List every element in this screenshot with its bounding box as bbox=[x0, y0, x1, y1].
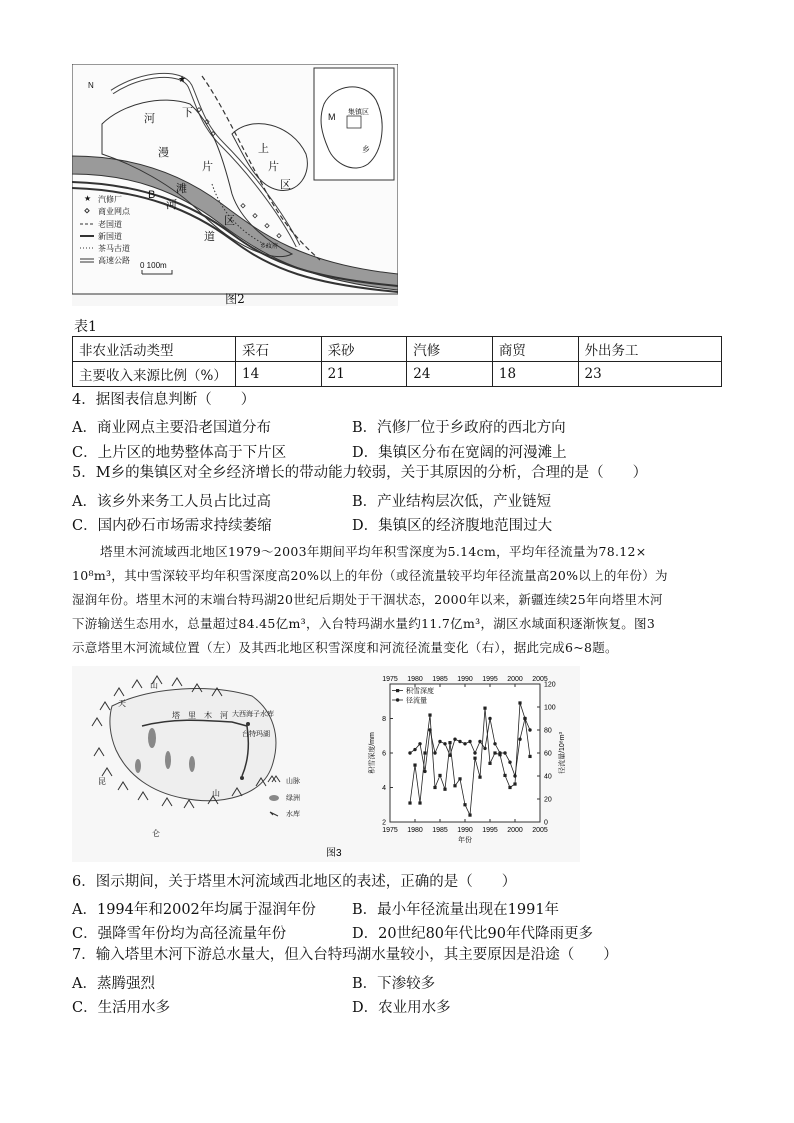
map-legend-mountain: 山脉 bbox=[286, 778, 300, 785]
passage bbox=[72, 540, 722, 660]
legend-car-repair: 汽修厂 bbox=[98, 195, 122, 204]
question-7-option-b: B．下渗较多 bbox=[352, 976, 436, 992]
question-4-option-a: A．商业网点主要沿老国道分布 bbox=[72, 420, 271, 436]
label-upper-1: 上 bbox=[258, 143, 269, 155]
label-road: 道 bbox=[204, 231, 215, 243]
x-tick-label-top: 2005 bbox=[532, 676, 548, 683]
snow-depth-point bbox=[448, 741, 451, 744]
y-tick-label: 8 bbox=[382, 716, 386, 723]
figure-2-map-drawing bbox=[72, 64, 398, 306]
figure-3-caption: 图3 bbox=[326, 848, 342, 859]
y2-tick-label: 60 bbox=[544, 750, 552, 758]
map-legend-reservoir: 水库 bbox=[286, 811, 300, 818]
table-header-cell: 非农业活动类型 bbox=[73, 337, 236, 362]
runoff-point bbox=[528, 728, 531, 731]
runoff-point bbox=[468, 740, 471, 743]
snow-depth-point bbox=[463, 803, 466, 806]
snow-depth-point bbox=[418, 801, 421, 804]
table-cell: 23 bbox=[578, 362, 722, 387]
question-7-option-d: D．农业用水多 bbox=[352, 1000, 451, 1016]
question-6-option-c: C．强降雪年份均为高径流量年份 bbox=[72, 926, 287, 942]
runoff-point bbox=[438, 740, 441, 743]
snow-depth-point bbox=[503, 774, 506, 777]
runoff-point bbox=[523, 717, 526, 720]
label-lower-1: 下 bbox=[182, 107, 193, 119]
map-label-tian: 天 bbox=[118, 699, 126, 708]
legend-snow-label: 积雪深度 bbox=[406, 688, 434, 695]
map-label-tarim-river: 塔 里 木 河 bbox=[172, 711, 228, 720]
passage-line: 湿润年份。塔里木河的末端台特玛湖20世纪后期处于干涸状态，2000年以来，新疆连续25年向塔里木河 bbox=[72, 592, 663, 607]
table-header-cell: 商贸 bbox=[492, 337, 578, 362]
snow-runoff-chart bbox=[367, 676, 566, 844]
snow-depth-point bbox=[483, 707, 486, 710]
map-label-kun: 昆 bbox=[98, 777, 106, 786]
map-label-daxihaizi-reservoir: 大西海子水库 bbox=[232, 711, 274, 718]
runoff-point bbox=[418, 742, 421, 745]
legend-tea-horse-road: 茶马古道 bbox=[98, 244, 130, 253]
label-upper-3: 区 bbox=[280, 179, 291, 191]
inset-label-xiang: 乡 bbox=[362, 145, 370, 154]
y2-tick-label: 120 bbox=[544, 681, 556, 689]
x-tick-label: 2005 bbox=[532, 827, 548, 834]
label-township-gov: 乡政府 bbox=[260, 244, 279, 250]
map-legend-oasis: 绿洲 bbox=[286, 795, 300, 802]
legend-runoff-label: 径流量 bbox=[406, 697, 427, 705]
y2-axis-label: 径流量/10⁸m³ bbox=[559, 732, 566, 774]
passage-line: 下游输送生态用水，总量超过84.45亿m³，入台特玛湖水量约11.7亿m³，湖区水域面积逐渐恢复。图3 bbox=[72, 616, 656, 631]
y2-tick-label: 0 bbox=[544, 819, 548, 827]
x-tick-label: 1985 bbox=[432, 827, 448, 834]
x-tick-label-top: 1995 bbox=[482, 676, 498, 683]
figure-3-drawing bbox=[72, 666, 580, 862]
passage-line: 示意塔里木河流域位置（左）及其西北地区积雪深度和河流径流量变化（右），据此完成6~8题。 bbox=[72, 640, 618, 655]
runoff-point bbox=[423, 770, 426, 773]
runoff-point bbox=[483, 747, 486, 750]
label-floodplain-1: 漫 bbox=[158, 147, 169, 159]
snow-depth-point bbox=[518, 701, 521, 704]
y-tick-label: 4 bbox=[382, 785, 386, 792]
table-header-cell: 采石 bbox=[236, 337, 322, 362]
label-lower-2: 片 bbox=[202, 161, 213, 173]
runoff-point bbox=[498, 751, 501, 754]
snow-depth-point bbox=[438, 774, 441, 777]
runoff-point bbox=[408, 751, 411, 754]
table-cell: 24 bbox=[407, 362, 493, 387]
svg-text:★: ★ bbox=[178, 75, 187, 85]
map-label-shan-2: 山 bbox=[212, 789, 220, 798]
table-header-cell: 汽修 bbox=[407, 337, 493, 362]
x-tick-label: 1980 bbox=[407, 827, 423, 834]
runoff-point bbox=[493, 742, 496, 745]
label-river-2: 河 bbox=[166, 199, 177, 211]
runoff-point bbox=[508, 761, 511, 764]
question-6-stem: 6．图示期间，关于塔里木河流域西北地区的表述，正确的是（ ） bbox=[72, 874, 517, 890]
svg-text:★: ★ bbox=[84, 194, 92, 203]
table-cell: 18 bbox=[492, 362, 578, 387]
runoff-point bbox=[473, 751, 476, 754]
snow-depth-point bbox=[513, 782, 516, 785]
x-tick-label-top: 2000 bbox=[507, 676, 523, 683]
snow-depth-point bbox=[508, 786, 511, 789]
question-7-stem: 7．输入塔里木河下游总水量大，但入台特玛湖水量较小，其主要原因是沿途（ ） bbox=[72, 947, 618, 963]
question-5-option-b: B．产业结构层次低，产业链短 bbox=[352, 494, 552, 510]
figure-2-map bbox=[72, 64, 398, 306]
inset-label-town: 集镇区 bbox=[348, 109, 369, 116]
x-tick-label: 1975 bbox=[382, 827, 398, 834]
table-row bbox=[73, 362, 722, 387]
snow-depth-point bbox=[458, 777, 461, 780]
y2-tick-label: 100 bbox=[544, 704, 556, 712]
x-tick-label: 2000 bbox=[507, 827, 523, 834]
passage-line: 10⁸m³，其中雪深较平均年积雪深度高20%以上的年份（或径流量较平均年径流量高20%以上的年份）为 bbox=[72, 568, 668, 583]
label-floodplain-2: 滩 bbox=[176, 183, 187, 195]
map-label-taitema-lake: 台特玛湖 bbox=[242, 731, 270, 738]
legend-old-road: 老国道 bbox=[98, 220, 122, 229]
legend-highway: 高速公路 bbox=[98, 256, 130, 265]
runoff-point bbox=[518, 738, 521, 741]
y-axis-label: 积雪深度/mm bbox=[369, 732, 376, 774]
snow-depth-point bbox=[453, 784, 456, 787]
x-tick-label: 1990 bbox=[457, 827, 473, 834]
runoff-point bbox=[488, 717, 491, 720]
snow-depth-point bbox=[493, 751, 496, 754]
table-cell: 主要收入来源比例（%） bbox=[73, 362, 236, 387]
y-tick-label: 2 bbox=[382, 819, 386, 827]
label-b: B bbox=[148, 189, 156, 201]
snow-depth-point bbox=[478, 776, 481, 779]
inset-label-m: M bbox=[328, 112, 336, 122]
snow-depth-point bbox=[433, 786, 436, 789]
snow-depth-point bbox=[428, 713, 431, 716]
snow-depth-point bbox=[413, 763, 416, 766]
runoff-point bbox=[428, 728, 431, 731]
legend-commercial: 商业网点 bbox=[98, 207, 130, 216]
y2-tick-label: 80 bbox=[544, 727, 552, 735]
question-4-stem: 4．据图表信息判断（ ） bbox=[72, 392, 256, 408]
x-tick-label-top: 1980 bbox=[407, 676, 423, 683]
table-header-row bbox=[73, 337, 722, 362]
x-tick-label-top: 1975 bbox=[382, 676, 398, 683]
x-tick-label-top: 1985 bbox=[432, 676, 448, 683]
tarim-basin-map bbox=[92, 676, 300, 838]
question-5-option-a: A．该乡外来务工人员占比过高 bbox=[72, 494, 271, 510]
runoff-point bbox=[413, 748, 416, 751]
snow-depth-point bbox=[528, 755, 531, 758]
table-cell: 21 bbox=[321, 362, 407, 387]
question-7-option-a: A．蒸腾强烈 bbox=[72, 976, 155, 992]
question-5-stem: 5．M乡的集镇区对全乡经济增长的带动能力较弱，关于其原因的分析，合理的是（ ） bbox=[72, 465, 648, 481]
question-6-option-d: D．20世纪80年代比90年代降雨更多 bbox=[352, 926, 593, 942]
map-label-shan: 山 bbox=[150, 681, 158, 690]
runoff-point bbox=[458, 740, 461, 743]
figure-3 bbox=[72, 666, 580, 862]
runoff-point bbox=[453, 738, 456, 741]
map-label-lun: 仑 bbox=[152, 829, 160, 838]
question-5-option-d: D．集镇区的经济腹地范围过大 bbox=[352, 518, 553, 534]
snow-depth-point bbox=[423, 751, 426, 754]
runoff-point bbox=[513, 774, 516, 777]
label-lower-3: 区 bbox=[224, 215, 235, 227]
question-4-option-b: B．汽修厂位于乡政府的西北方向 bbox=[352, 420, 566, 436]
x-tick-label-top: 1990 bbox=[457, 676, 473, 683]
question-6-option-b: B．最小年径流量出现在1991年 bbox=[352, 902, 560, 918]
snow-depth-point bbox=[468, 814, 471, 817]
table-1-title: 表1 bbox=[74, 319, 97, 335]
snow-depth-point bbox=[488, 762, 491, 765]
table-cell: 14 bbox=[236, 362, 322, 387]
label-river-1: 河 bbox=[144, 113, 155, 125]
question-5-option-c: C．国内砂石市场需求持续萎缩 bbox=[72, 518, 272, 534]
y2-tick-label: 40 bbox=[544, 773, 552, 781]
figure-2-caption: 图2 bbox=[225, 292, 245, 306]
question-4-option-d: D．集镇区分布在宽阔的河漫滩上 bbox=[352, 445, 567, 461]
passage-line: 塔里木河流域西北地区1979～2003年期间平均年积雪深度为5.14cm，平均年径流量为78.12× bbox=[100, 544, 647, 559]
legend-new-road: 新国道 bbox=[98, 232, 122, 241]
table-header-cell: 外出务工 bbox=[578, 337, 722, 362]
runoff-point bbox=[443, 742, 446, 745]
snow-depth-point bbox=[443, 788, 446, 791]
question-4-option-c: C．上片区的地势整体高于下片区 bbox=[72, 445, 287, 461]
label-upper-2: 片 bbox=[268, 161, 279, 173]
runoff-point bbox=[433, 751, 436, 754]
runoff-point bbox=[448, 754, 451, 757]
table-header-cell: 采砂 bbox=[321, 337, 407, 362]
x-tick-label: 1995 bbox=[482, 827, 498, 834]
north-arrow-label: N bbox=[88, 81, 94, 90]
x-axis-label: 年份 bbox=[458, 837, 472, 844]
y2-tick-label: 20 bbox=[544, 796, 552, 804]
runoff-point bbox=[478, 740, 481, 743]
snow-depth-point bbox=[408, 801, 411, 804]
question-7-option-c: C．生活用水多 bbox=[72, 1000, 171, 1016]
runoff-point bbox=[503, 751, 506, 754]
y-tick-label: 6 bbox=[382, 750, 386, 758]
question-6-option-a: A．1994年和2002年均属于湿润年份 bbox=[72, 902, 316, 918]
table-1 bbox=[72, 336, 722, 387]
plot-frame bbox=[390, 684, 540, 822]
runoff-point bbox=[463, 742, 466, 745]
scale-bar-label: 0 100m bbox=[140, 261, 167, 270]
snow-depth-point bbox=[473, 757, 476, 760]
